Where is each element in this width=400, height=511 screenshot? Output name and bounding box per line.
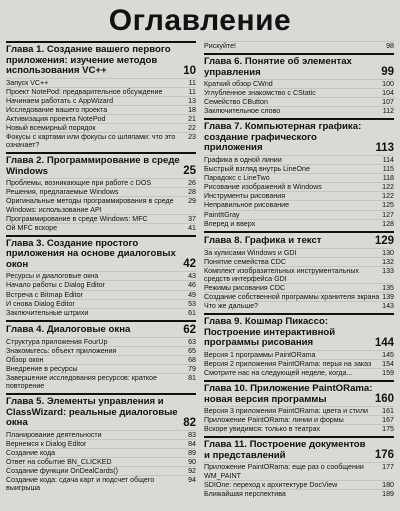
toc-column-right — [204, 41, 394, 501]
toc-entry — [6, 439, 196, 448]
toc-entry-text: Исследование вашего проекта — [6, 105, 108, 114]
toc-entry-page: 28 — [188, 188, 196, 197]
toc-entry — [204, 79, 394, 88]
chapter-title: Глава 4. Диалоговые окна — [6, 324, 131, 336]
toc-entry-text: Семейство CButton — [204, 98, 268, 107]
toc-entry — [6, 430, 196, 439]
toc-entry — [6, 364, 196, 373]
toc-entry-page: 122 — [382, 192, 394, 201]
toc-entry — [204, 350, 394, 359]
toc-entry-page: 104 — [382, 89, 394, 98]
toc-entry — [6, 280, 196, 289]
toc-entry-page: 26 — [188, 179, 196, 188]
toc-entry-page: 83 — [188, 430, 196, 439]
toc-entry — [204, 164, 394, 173]
chapter-page-number: 42 — [183, 258, 196, 271]
toc-entry-text: Неправильное рисование — [204, 201, 290, 210]
chapter-page-number: 160 — [374, 393, 394, 406]
toc-entry — [6, 457, 196, 466]
chapter-heading — [6, 393, 196, 429]
chapter-title: Глава 8. Графика и текст — [204, 235, 322, 247]
toc-entry-text: Создание функции OnDealCards() — [6, 467, 118, 476]
toc-entry-page: 18 — [188, 105, 196, 114]
chapter-heading — [204, 380, 394, 405]
toc-entry — [204, 424, 394, 433]
toc-entry-text: Смотрите нас на следующей неделе, когда... — [204, 369, 353, 378]
toc-entry-text: Заключительное слово — [204, 107, 281, 116]
toc-entry-text: Начало работы с Dialog Editor — [6, 281, 105, 290]
chapter-page-number: 82 — [183, 416, 196, 429]
toc-entry-page: 53 — [188, 299, 196, 308]
toc-entry-page: 177 — [382, 463, 394, 472]
toc-entry — [6, 187, 196, 196]
toc-entry-text: Понятие семейства CDC — [204, 257, 286, 266]
toc-entry-page: 133 — [382, 266, 394, 275]
chapter-page-number: 144 — [374, 336, 394, 349]
toc-entry-page: 21 — [188, 114, 196, 123]
toc-entry — [204, 97, 394, 106]
toc-entry-text: Версия 2 приложения PaintORama: перья на заказ — [204, 359, 372, 368]
toc-entry-page: 139 — [382, 293, 394, 302]
chapter-page-number: 129 — [374, 234, 394, 247]
toc-entry-page: 22 — [188, 123, 196, 132]
toc-entry — [6, 271, 196, 280]
toc-column-left — [6, 41, 196, 501]
toc-entry-page: 65 — [188, 346, 196, 355]
toc-entry — [6, 105, 196, 114]
toc-entry — [204, 462, 394, 479]
toc-entry-text: За кулисами Windows и GDI — [204, 248, 297, 257]
toc-entry-text: Начинаем работать с AppWizard — [6, 96, 114, 105]
toc-entry-text: Что же дальше? — [204, 302, 258, 311]
toc-entry-text: Версия 3 приложения PaintORama: цвета и стили — [204, 407, 368, 416]
toc-entry-text: Встреча с Bitmap Editor — [6, 290, 83, 299]
toc-entry-text: Активизация проекта NotePod — [6, 114, 106, 123]
toc-entry-page: 161 — [382, 407, 394, 416]
toc-entry-text: Внедрение в ресурсы — [6, 365, 78, 374]
toc-entry-page: 122 — [382, 183, 394, 192]
chapter-title: Глава 5. Элементы управления и ClassWizard: реальные диалоговые окна — [6, 396, 178, 429]
toc-entry-text: Ближайшая перспектива — [204, 489, 286, 498]
toc-entry-text: Вскоре увидимся: только в театрах — [204, 425, 321, 434]
toc-entry — [6, 308, 196, 317]
toc-entry-page: 125 — [382, 201, 394, 210]
toc-entry-text: Углубленное знакомство с CStatic — [204, 89, 316, 98]
toc-entry — [6, 196, 196, 213]
toc-entry — [6, 132, 196, 149]
toc-entry-page: 46 — [188, 281, 196, 290]
chapter-heading — [204, 231, 394, 247]
toc-entry — [6, 114, 196, 123]
toc-entry — [6, 299, 196, 308]
toc-entry — [6, 448, 196, 457]
chapter-page-number: 176 — [374, 449, 394, 462]
toc-entry-text: PaintItGray — [204, 210, 240, 219]
toc-entry-text: Планирование деятельности — [6, 430, 102, 439]
toc-entry-text: Приложение PaintORama: еще раз о сообщении WM_PAINT — [204, 463, 364, 480]
toc-entry-text: Фокусы с картами или фокусы со шляпами: что это означает? — [6, 133, 176, 150]
toc-entry-text: Проблемы, возникающие при работе с DOS — [6, 179, 152, 188]
section-spacer — [204, 498, 394, 501]
toc-entry — [6, 87, 196, 96]
toc-entry — [204, 219, 394, 228]
toc-entry-page: 92 — [188, 467, 196, 476]
toc-entry — [204, 257, 394, 266]
chapter-page-number: 25 — [183, 165, 196, 178]
toc-entry-page: 68 — [188, 355, 196, 364]
toc-entry — [6, 178, 196, 187]
toc-entry-text: Быстрый взгляд внутрь LineOne — [204, 165, 310, 174]
toc-entry-text: Знакомьтесь: объект приложения — [6, 346, 117, 355]
toc-entry-page: 11 — [188, 87, 196, 96]
toc-entry-text: SDIOne: переход к архитектуре DocView — [204, 480, 338, 489]
toc-entry-text: Режимы рисования CDC — [204, 284, 286, 293]
chapter-heading — [6, 235, 196, 271]
toc-entry-page: 127 — [382, 210, 394, 219]
toc-entry — [6, 475, 196, 492]
toc-entry-text: Инструменты рисования — [204, 192, 286, 201]
toc-entry-page: 89 — [188, 449, 196, 458]
toc-entry-page: 154 — [382, 359, 394, 368]
toc-entry — [204, 480, 394, 489]
toc-entry-page: 13 — [188, 96, 196, 105]
chapter-title: Глава 2. Программирование в среде Windows — [6, 155, 180, 177]
toc-entry — [6, 373, 196, 390]
toc-entry-text: И снова Dialog Editor — [6, 299, 75, 308]
chapter-page-number: 62 — [183, 323, 196, 336]
toc-entry — [6, 214, 196, 223]
chapter-page-number: 10 — [183, 64, 196, 77]
toc-entry-text: Вперед и вверх — [204, 219, 256, 228]
toc-entry-text: Новый всемирный порядок — [6, 123, 96, 132]
toc-entry-text: Решения, предлагаемые Windows — [6, 188, 119, 197]
toc-entry-text: Создание кода — [6, 449, 56, 458]
toc-entry-page: 11 — [188, 78, 196, 87]
toc-entry-text: Ой MFC вскоре — [6, 223, 58, 232]
toc-entry — [204, 106, 394, 115]
toc-entry-page: 112 — [382, 107, 394, 116]
toc-entry — [6, 466, 196, 475]
page-title: Оглавление — [108, 4, 292, 37]
toc-entry — [204, 283, 394, 292]
toc-entry — [6, 290, 196, 299]
toc-entry-text: Комплект изобразительных инструментальных средств интерфейса GDI — [204, 266, 359, 283]
toc-entry-text: Графика в одной линии — [204, 155, 282, 164]
toc-entry-page: 118 — [382, 174, 394, 183]
toc-entry-text: Обзор окон — [6, 355, 44, 364]
toc-entry-text: Создание собственной программы хранителя экрана — [204, 293, 380, 302]
toc-entry — [6, 355, 196, 364]
section-spacer — [6, 493, 196, 496]
toc-entry-page: 159 — [382, 369, 394, 378]
toc-entry-page: 100 — [382, 80, 394, 89]
toc-entry-page: 79 — [188, 365, 196, 374]
toc-entry — [204, 266, 394, 283]
toc-entry-text: Запуск VC++ — [6, 78, 49, 87]
toc-entry — [204, 182, 394, 191]
toc-entry-text: Рисование изображений в Windows — [204, 183, 322, 192]
chapter-heading — [204, 118, 394, 154]
toc-entry-page: 180 — [382, 480, 394, 489]
toc-entry-page: 61 — [188, 308, 196, 317]
toc-entry — [204, 88, 394, 97]
chapter-page-number: 99 — [381, 66, 394, 79]
chapter-page-number: 113 — [375, 141, 394, 154]
toc-entry — [6, 337, 196, 346]
toc-entry — [204, 292, 394, 301]
toc-entry — [204, 368, 394, 377]
toc-columns — [6, 41, 394, 501]
toc-entry — [6, 123, 196, 132]
toc-entry-page: 145 — [382, 350, 394, 359]
chapter-title: Глава 6. Понятие об элементах управления — [204, 56, 352, 78]
toc-entry-text: Программирование в среде Windows: MFC — [6, 214, 148, 223]
toc-entry-page: 84 — [188, 439, 196, 448]
chapter-heading — [204, 53, 394, 78]
toc-entry — [204, 191, 394, 200]
chapter-title: Глава 10. Приложение PaintORama: новая версия программы — [204, 383, 373, 405]
toc-entry — [204, 41, 394, 50]
toc-entry — [204, 301, 394, 310]
toc-entry-text: Завершение исследования ресурсов: краткое повторение — [6, 374, 157, 391]
toc-entry-page: 43 — [188, 272, 196, 281]
toc-entry-text: Ресурсы и диалоговые окна — [6, 272, 99, 281]
toc-entry-page: 135 — [382, 284, 394, 293]
toc-entry-text: Парадокс с LineTwo — [204, 174, 270, 183]
chapter-heading — [6, 152, 196, 177]
toc-entry-text: Проект NotePod: предварительное обсуждение — [6, 87, 163, 96]
chapter-heading — [204, 313, 394, 349]
chapter-heading — [6, 320, 196, 336]
toc-entry-text: Ответ на событие BN_CLICKED — [6, 458, 112, 467]
chapter-title: Глава 9. Кошмар Пикассо: Построение интерактивной программы рисования — [204, 316, 336, 349]
toc-entry-text: Вернемся к Dialog Editor — [6, 439, 87, 448]
toc-entry-text: Структура приложения FourUp — [6, 337, 108, 346]
toc-entry-text: Приложение PaintORama: линии и формы — [204, 416, 344, 425]
toc-entry — [204, 200, 394, 209]
toc-entry — [6, 223, 196, 232]
toc-entry — [204, 173, 394, 182]
toc-entry-text: Оригинальные методы программирования в среде Windows: использование API — [6, 197, 174, 214]
toc-entry — [204, 155, 394, 164]
toc-entry-page: 90 — [188, 458, 196, 467]
toc-entry-text: Краткий обзор CWnd — [204, 80, 273, 89]
toc-entry — [204, 359, 394, 368]
toc-entry-page: 49 — [188, 290, 196, 299]
chapter-title: Глава 11. Построение документов и представлений — [204, 439, 366, 461]
toc-entry-page: 114 — [382, 155, 394, 164]
toc-entry — [6, 96, 196, 105]
toc-entry-page: 167 — [382, 416, 394, 425]
toc-entry-page: 41 — [188, 223, 196, 232]
toc-entry-page: 81 — [188, 374, 196, 383]
toc-entry-text: Версия 1 программы PaintORama — [204, 350, 316, 359]
toc-entry-page: 29 — [188, 197, 196, 206]
chapter-heading — [204, 436, 394, 461]
chapter-heading — [6, 41, 196, 77]
chapter-title: Глава 7. Компьютерная графика: создание графического приложения — [204, 121, 362, 154]
toc-entry — [204, 248, 394, 257]
toc-entry-text: Создание кода: сдача карт и подсчет общего выигрыша — [6, 476, 155, 493]
toc-entry-page: 132 — [382, 257, 394, 266]
toc-entry-page: 94 — [188, 476, 196, 485]
toc-entry-page: 115 — [382, 165, 394, 174]
toc-entry-text: Рискуйте! — [204, 42, 237, 50]
chapter-title: Глава 1. Создание вашего первого приложения: изучение методов использования VC++ — [6, 44, 171, 76]
toc-entry — [204, 415, 394, 424]
toc-entry-page: 189 — [382, 489, 394, 498]
toc-entry-page: 23 — [188, 133, 196, 142]
toc-entry — [6, 346, 196, 355]
toc-entry-text: Заключительные штрихи — [6, 308, 89, 317]
toc-entry-page: 128 — [382, 219, 394, 228]
toc-entry-page: 98 — [386, 42, 394, 50]
toc-entry-page: 107 — [382, 98, 394, 107]
toc-entry-page: 63 — [188, 337, 196, 346]
toc-entry — [204, 210, 394, 219]
toc-entry-page: 143 — [382, 302, 394, 311]
toc-entry-page: 175 — [382, 425, 394, 434]
toc-entry — [6, 78, 196, 87]
chapter-title: Глава 3. Создание простого приложения на основе диалоговых окон — [6, 237, 176, 270]
toc-entry-page: 37 — [188, 214, 196, 223]
toc-entry — [204, 406, 394, 415]
toc-entry — [204, 489, 394, 498]
toc-entry-page: 130 — [382, 248, 394, 257]
